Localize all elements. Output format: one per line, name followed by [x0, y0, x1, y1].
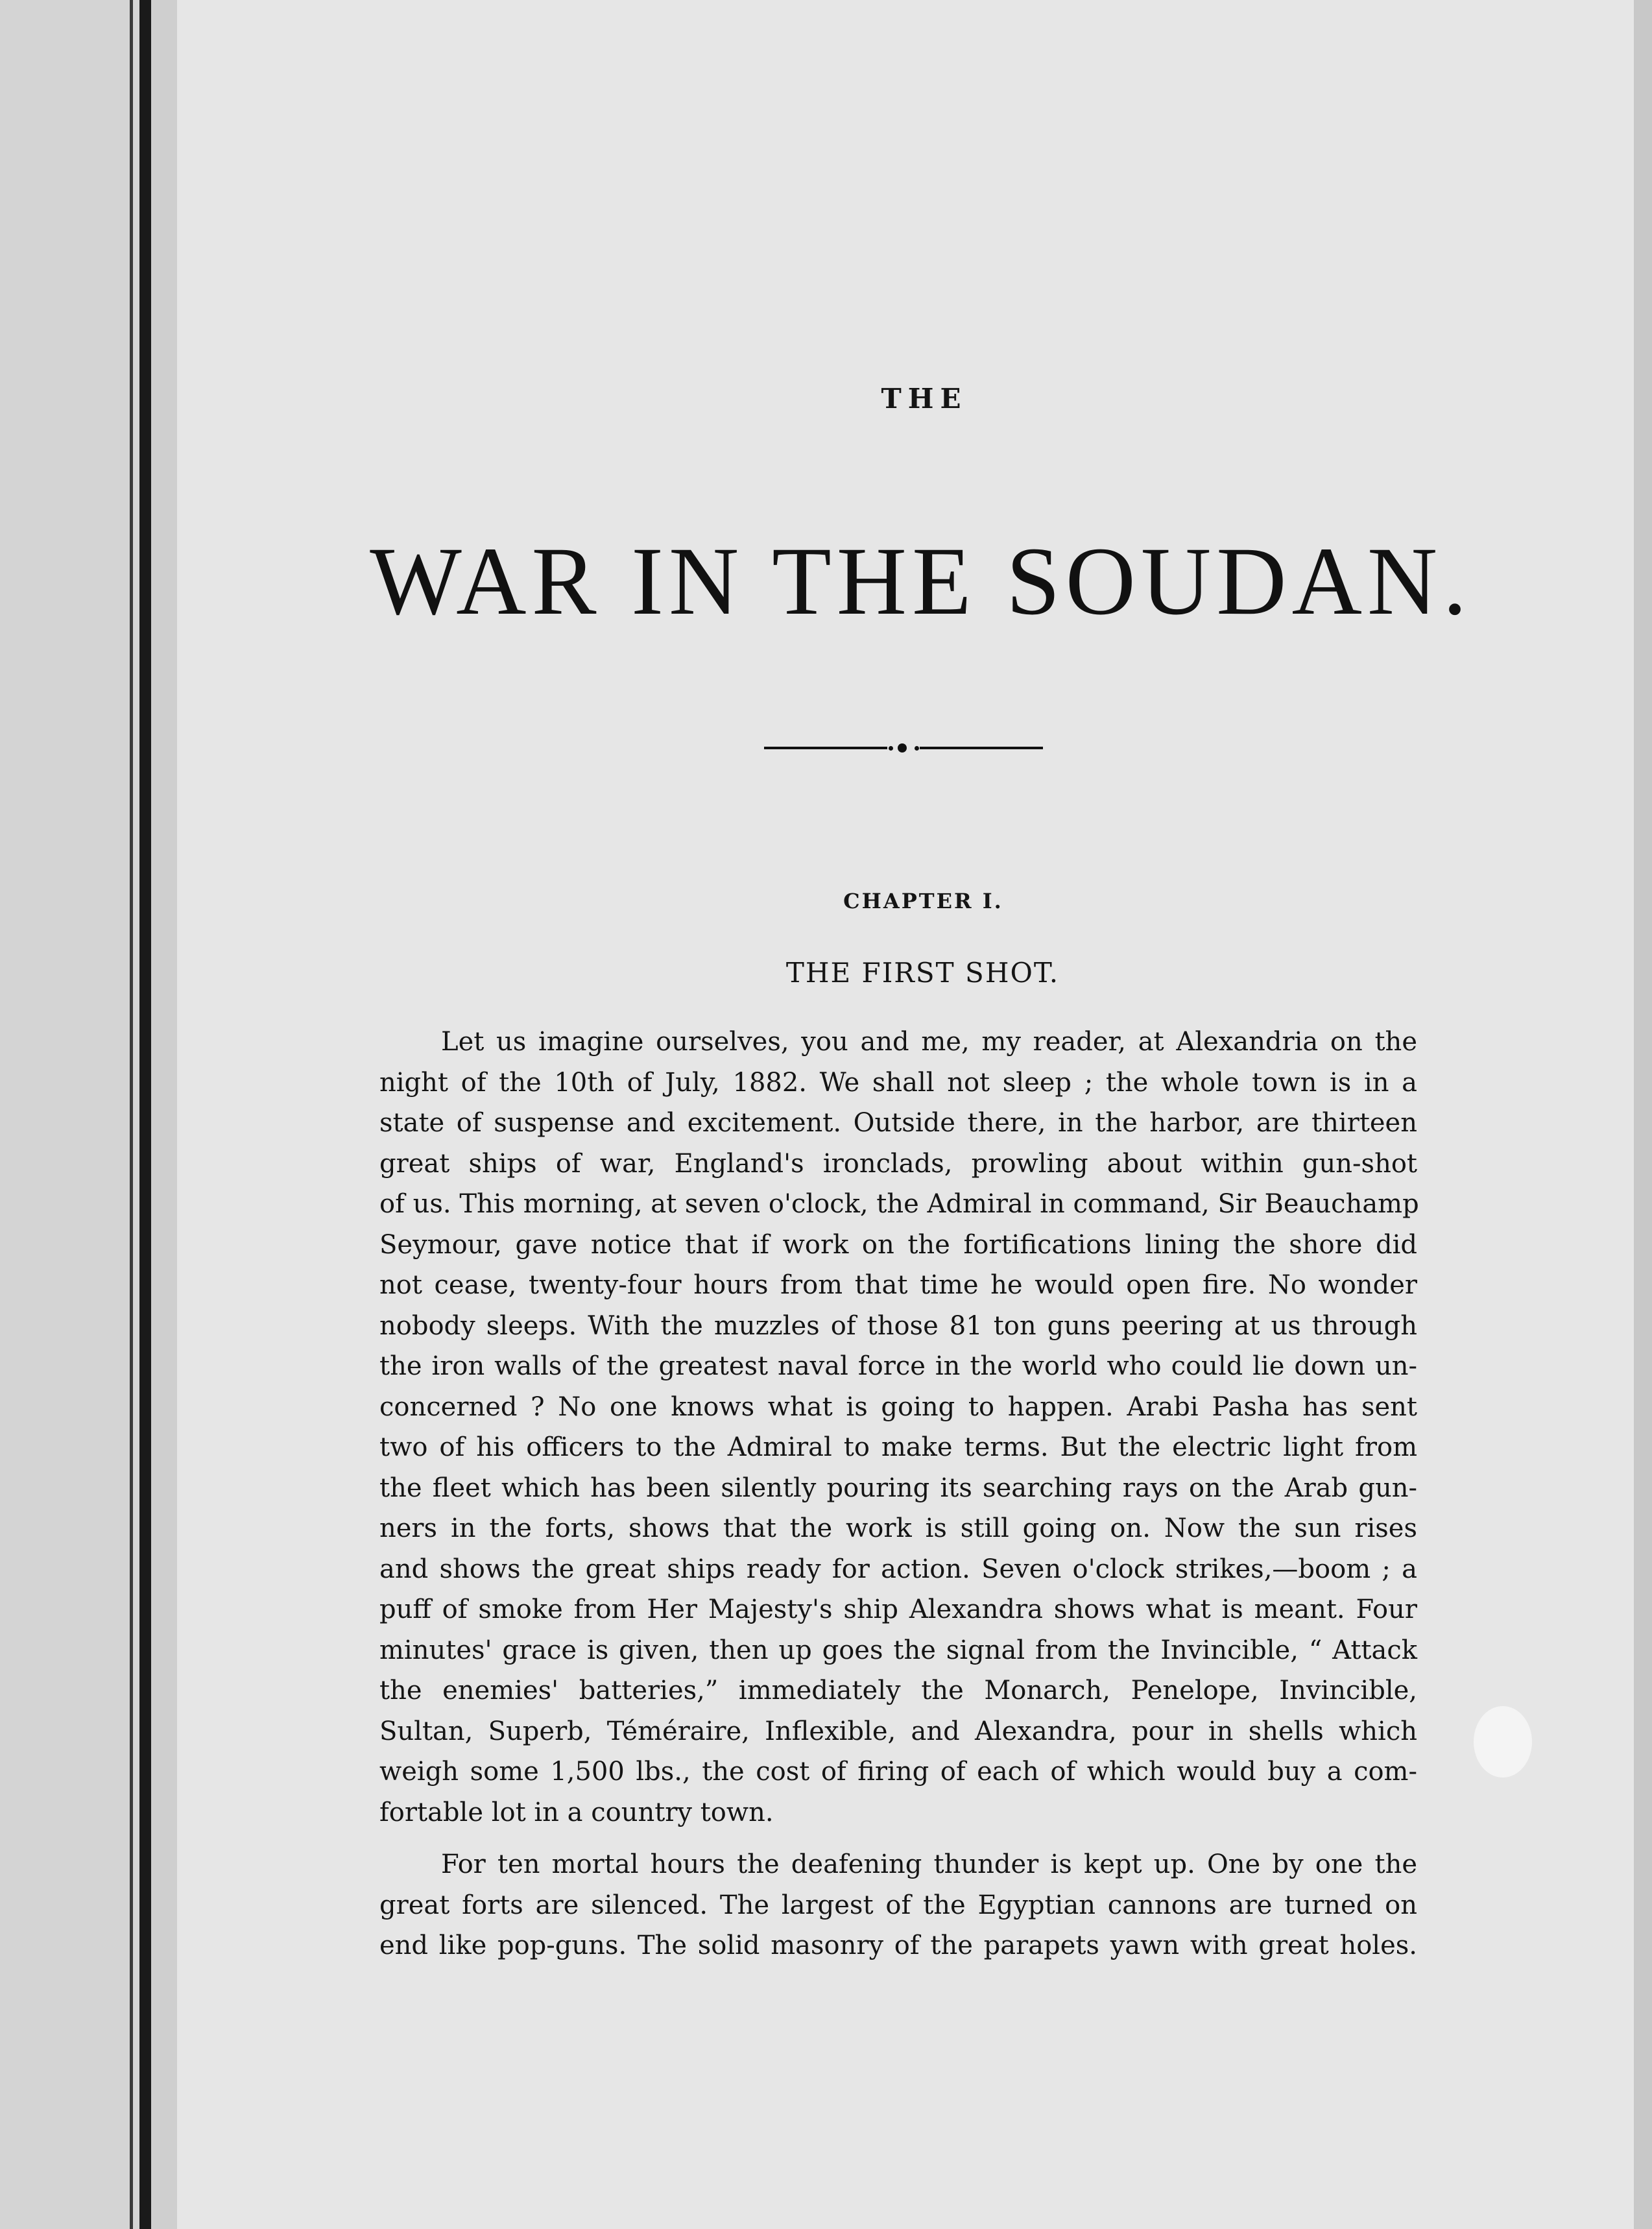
title-article: THE [881, 383, 968, 415]
text-line: state of suspense and excitement. Outside there, in the harbor, are thirteen [379, 1108, 1417, 1138]
text-line: concerned ? No one knows what is going to happen. Arabi Pasha has sent [379, 1392, 1417, 1422]
text-line: end like pop-guns. The solid masonry of the parapets yawn with great holes. [379, 1931, 1417, 1960]
book-title: WAR IN THE SOUDAN. [370, 527, 1472, 635]
ornament-rule-right [920, 747, 1043, 749]
text-line: great ships of war, England's ironclads, prowling about within gun-shot [379, 1148, 1417, 1179]
paragraph [379, 1844, 1417, 1966]
text-line: two of his officers to the Admiral to make terms. But the electric light from [379, 1432, 1417, 1462]
text-line: puff of smoke from Her Majesty's ship Alexandra shows what is meant. Four [379, 1595, 1417, 1624]
ornament-dot-small [889, 746, 893, 751]
text-line: the iron walls of the greatest naval force in the world who could lie down un- [379, 1351, 1417, 1381]
page-right-edge [1634, 0, 1652, 2229]
binding-shadow [151, 0, 177, 2229]
chapter-body [379, 1022, 1417, 1966]
text-line: not cease, twenty-four hours from that time he would open fire. No wonder [379, 1270, 1417, 1300]
chapter-title: THE FIRST SHOT. [785, 957, 1060, 989]
ornament-dot [898, 743, 907, 753]
page-gutter [0, 0, 162, 2229]
binding-edge-thin [130, 0, 133, 2229]
text-line: the enemies' batteries,” immediately the Monarch, Penelope, Invincible, [379, 1676, 1417, 1705]
text-line: Let us imagine ourselves, you and me, my reader, at Alexandria on the [441, 1027, 1417, 1057]
ornament-rule-left [764, 747, 887, 749]
paragraph-gap [379, 1833, 1417, 1844]
text-line: Sultan, Superb, Téméraire, Inflexible, and Alexandra, pour in shells which [379, 1716, 1417, 1746]
binding-edge [139, 0, 151, 2229]
ornamental-rule [764, 741, 1043, 754]
text-line: For ten mortal hours the deafening thunder is kept up. One by one the [441, 1849, 1417, 1879]
text-line: nobody sleeps. With the muzzles of those 81 ton guns peering at us through [379, 1310, 1417, 1341]
text-line: ners in the forts, shows that the work is still going on. Now the sun rises [379, 1513, 1417, 1543]
ornament-dot-small [915, 746, 919, 751]
text-line: great forts are silenced. The largest of the Egyptian cannons are turned on [379, 1890, 1417, 1920]
text-line: night of the 10th of July, 1882. We shall not sleep ; the whole town is in a [379, 1067, 1417, 1098]
text-line: and shows the great ships ready for action. Seven o'clock strikes,—boom ; a [379, 1554, 1417, 1584]
paragraph [379, 1022, 1417, 1833]
text-line: of us. This morning, at seven o'clock, the Admiral in command, Sir Beauchamp [379, 1189, 1419, 1219]
paper-blot [1474, 1706, 1532, 1777]
text-line: the fleet which has been silently pouring its searching rays on the Arab gun- [379, 1473, 1417, 1503]
chapter-number: CHAPTER I. [843, 889, 1003, 913]
text-line: fortable lot in a country town. [379, 1797, 774, 1827]
text-line: minutes' grace is given, then up goes the signal from the Invincible, “ Attack [379, 1635, 1417, 1665]
text-line: Seymour, gave notice that if work on the fortifications lining the shore did [379, 1229, 1417, 1260]
text-line: weigh some 1,500 lbs., the cost of firing of each of which would buy a com- [379, 1757, 1417, 1787]
